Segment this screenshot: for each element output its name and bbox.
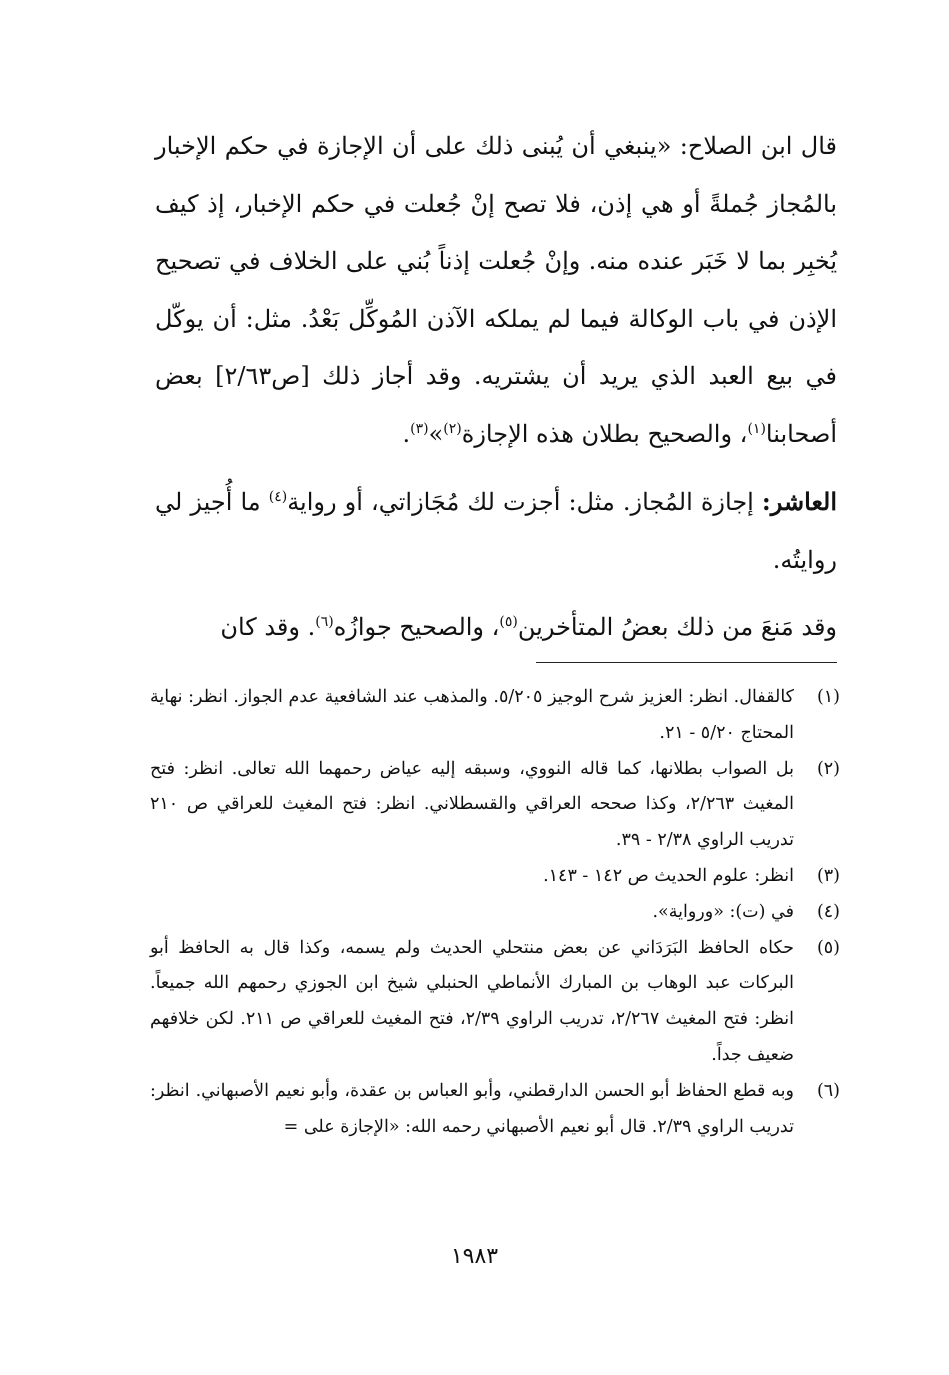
paragraph-2-text-a: إجازة المُجاز. مثل: أجزت لك مُجَازاتي، أو رواية xyxy=(287,488,762,516)
paragraph-1-line-1: قال ابن الصلاح: «ينبغي أن يُبنى ذلك على أن الإجازة في حكم xyxy=(224,132,837,160)
footnote-number: (٢) xyxy=(816,758,840,779)
footnote-5 xyxy=(150,931,840,1074)
footnote-6 xyxy=(150,1074,840,1146)
paragraph-1 xyxy=(155,118,837,463)
footnote-ref-2: (٢) xyxy=(443,420,462,437)
paragraph-1-line-4: تصحيح الإذن في باب الوكالة فيما لم يملكه الآذن المُوكِّل بَعْدُ. مثل: أن xyxy=(155,247,837,333)
paragraph-3-text-c: . وقد كان xyxy=(220,613,316,641)
paragraph-3 xyxy=(155,599,837,657)
footnote-ref-6: (٦) xyxy=(315,614,334,630)
paragraph-3-text-b: ، والصحيح جوازُه xyxy=(333,613,500,641)
footnote-ref-1: (١) xyxy=(747,420,766,437)
paragraph-1-line-6b: ، والصحيح بطلان هذه الإجازة xyxy=(461,419,748,448)
page-number: ١٩٨٣ xyxy=(450,1244,499,1269)
footnote-number: (٣) xyxy=(816,865,840,886)
footnote-text: وبه قطع الحفاظ أبو الحسن الدارقطني، وأبو العباس بن عقدة، وأبو نعيم الأصبهاني. انظر: تدريب الراوي ٢/٣٩. قال أبو نعيم الأصبهاني رحمه الله: «الإجازة على = xyxy=(150,1080,794,1137)
paragraph-2-heading: العاشر: xyxy=(761,487,838,516)
paragraph-1-line-5: يوكّل في بيع العبد الذي يريد أن يشتريه. وقد أجاز ذلك [ص٢/٦٣] xyxy=(155,304,837,390)
footnote-text: بل الصواب بطلانها، كما قاله النووي، وسبقه إليه عياض رحمهما الله تعالى. انظر: فتح المغيث ٢/٢٦٣، وكذا صححه العراقي والقسطلاني. انظر: فتح المغيث للعراقي ص ٢١٠ تدريب الراوي ٢/٣٨ - ٣٩. xyxy=(150,758,795,851)
footnote-text: كالقفال. انظر: العزيز شرح الوجيز ٥/٢٠٥. والمذهب عند الشافعية عدم الجواز. انظر: نهاية المحتاج ٥/٢٠ - ٢١. xyxy=(150,687,794,743)
paragraph-1-line-6a: بعض أصحابنا xyxy=(155,362,837,448)
paragraph-1-line-6d: . xyxy=(402,419,411,448)
paragraph-3-text-a: وقد مَنعَ من ذلك بعضُ المتأخرين xyxy=(517,613,837,641)
main-text xyxy=(155,118,837,657)
footnote-ref-5: (٥) xyxy=(499,614,518,630)
footnote-2 xyxy=(150,752,840,859)
paragraph-1-line-3: إذ كيف يُخبِر بما لا خَبَر عنده منه. وإنْ جُعلت إذناً بُني على الخلاف في xyxy=(155,189,837,275)
footnote-ref-3: (٣) xyxy=(410,420,429,437)
footnote-ref-4: (٤) xyxy=(268,489,288,505)
paragraph-1-line-6c: » xyxy=(428,419,444,448)
paragraph-2 xyxy=(155,473,837,589)
footnote-3 xyxy=(150,859,840,895)
footnote-text: حكاه الحافظ البَرَدَاني عن بعض منتحلي الحديث ولم يسمه، وكذا قال به الحافظ أبو البركات عبد الوهاب بن المبارك الأنماطي الحنبلي شيخ ابن الجوزي رحمهم الله جميعاً. انظر: فتح المغيث ٢/٢٦٧، تدريب الراوي ٢/٣٩، فتح المغيث للعراقي ص ٢١١. لكن خلافهم ضعيف جداً. xyxy=(150,937,794,1065)
footnote-number: (٥) xyxy=(816,937,840,958)
footnote-text: في (ت): «ورواية». xyxy=(652,901,794,922)
paragraph-1-line-2: الإخبار بالمُجاز جُملةً أو هي إذن، فلا تصح إنْ جُعلت في حكم الإخبار، xyxy=(155,132,838,218)
footnote-number: (٤) xyxy=(816,901,840,922)
footnote-4 xyxy=(150,895,840,931)
footnotes xyxy=(150,680,840,1145)
paragraph-2-text-b: ما أُجيز لي روايتُه. xyxy=(155,488,837,574)
footnote-divider xyxy=(536,662,837,663)
footnote-number: (٦) xyxy=(816,1080,840,1101)
footnote-text: انظر: علوم الحديث ص ١٤٢ - ١٤٣. xyxy=(543,865,794,886)
footnote-1 xyxy=(150,680,840,752)
footnote-number: (١) xyxy=(816,687,840,707)
